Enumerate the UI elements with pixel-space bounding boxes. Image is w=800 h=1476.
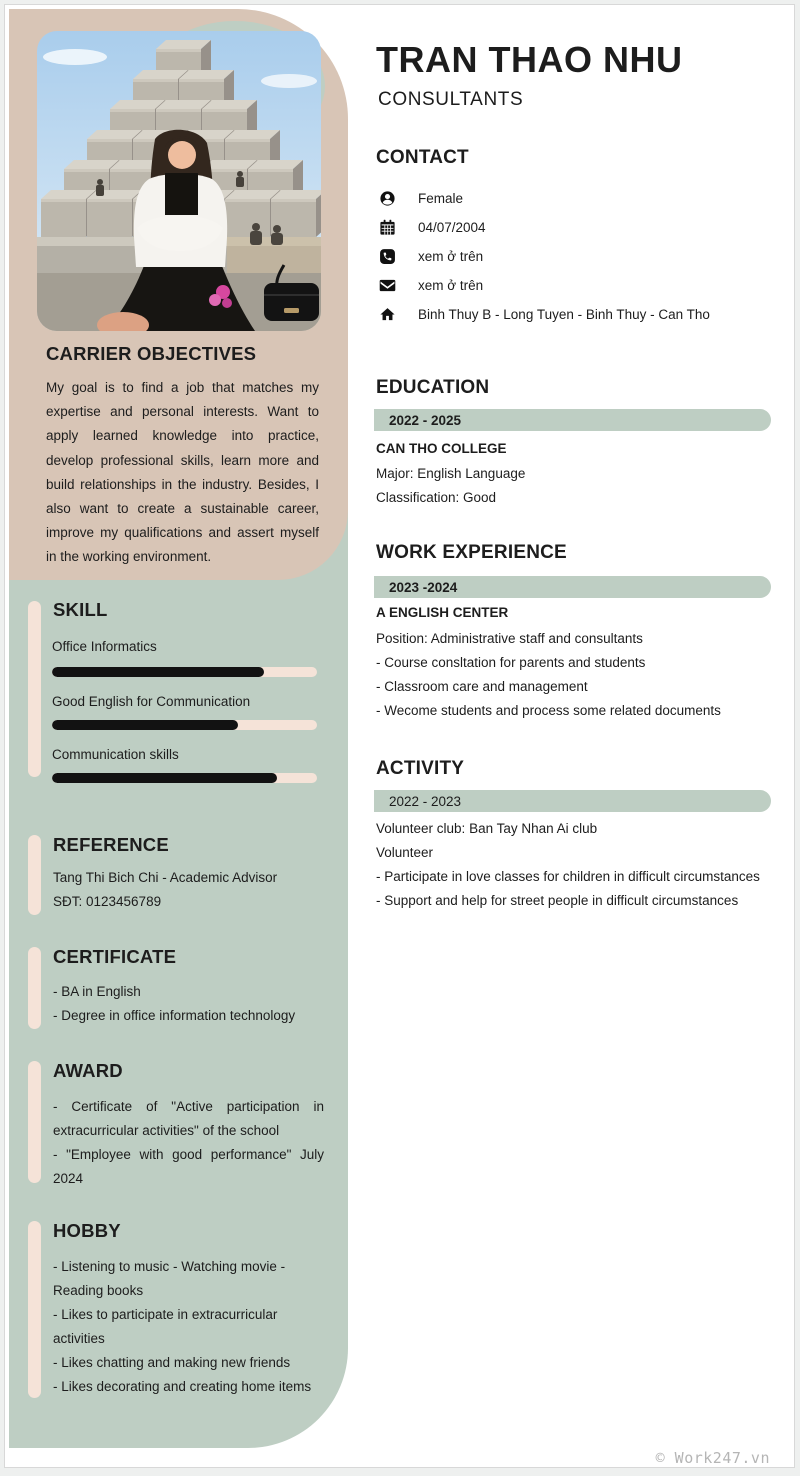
award-text <box>53 1095 324 1191</box>
work-details <box>376 627 771 723</box>
hobby-line: - Likes to participate in extracurricular activities <box>53 1307 278 1346</box>
phone-icon <box>379 248 396 265</box>
person-title: CONSULTANTS <box>378 89 524 110</box>
contact-row <box>379 300 710 329</box>
activity-title: ACTIVITY <box>376 758 465 779</box>
skill-label: Communication skills <box>52 747 179 762</box>
work-period-badge <box>374 576 771 598</box>
hobby-line: - Likes decorating and creating home items <box>53 1379 312 1394</box>
certificate-pill <box>28 947 41 1029</box>
activity-period: 2022 - 2023 <box>389 793 462 809</box>
activity-details <box>376 817 768 913</box>
education-school: CAN THO COLLEGE <box>376 441 507 456</box>
activity-line: - Participate in love classes for children in difficult circumstances <box>376 869 760 884</box>
work-line: - Wecome students and process some related documents <box>376 703 721 718</box>
activity-line: Volunteer <box>376 845 434 860</box>
objectives-text: My goal is to find a job that matches my expertise and personal interests. Want to apply learned knowledge into practice, develop professional skills, learn more and build relationships in the industry. Besides, I also want to create a sustainable career, improve my qualifications and assert myself in the working environment. <box>46 380 319 565</box>
skill-label: Office Informatics <box>52 639 157 654</box>
work-line: - Course consltation for parents and students <box>376 655 646 670</box>
work-line: Position: Administrative staff and consultants <box>376 631 643 646</box>
skill-pill <box>28 601 41 777</box>
person-name: TRAN THAO NHU <box>376 39 683 80</box>
contact-title: CONTACT <box>376 147 469 168</box>
work-company: A ENGLISH CENTER <box>376 605 509 620</box>
contact-list <box>379 184 710 329</box>
skill-bar-fill <box>52 720 238 730</box>
contact-row <box>379 271 710 300</box>
reference-pill <box>28 835 41 915</box>
watermark: © Work247.vn <box>655 1449 770 1467</box>
hobby-pill <box>28 1221 41 1398</box>
cv-page <box>4 4 795 1468</box>
contact-row <box>379 184 710 213</box>
reference-text <box>53 866 338 914</box>
certificate-line: - BA in English <box>53 984 141 999</box>
person-icon <box>379 190 396 207</box>
work-period: 2023 -2024 <box>389 579 458 595</box>
reference-title: REFERENCE <box>53 834 169 855</box>
skill-title: SKILL <box>53 599 108 620</box>
work-line: - Classroom care and management <box>376 679 588 694</box>
contact-value: xem ở trên <box>418 249 484 264</box>
contact-value: Female <box>418 191 464 206</box>
activity-line: - Support and help for street people in difficult circumstances <box>376 893 739 908</box>
skill-bar <box>52 773 317 783</box>
hobby-line: - Listening to music - Watching movie - Reading books <box>53 1259 286 1298</box>
certificate-text <box>53 980 338 1028</box>
skill-bar-fill <box>52 773 277 783</box>
email-icon <box>379 277 396 294</box>
education-line: Major: English Language <box>376 466 526 481</box>
hobby-text <box>53 1255 324 1399</box>
skill-bar-fill <box>52 667 264 677</box>
profile-photo-illustration <box>37 31 321 331</box>
profile-photo <box>37 31 321 331</box>
award-line: - Certificate of "Active participation in extracurricular activities" of the school <box>53 1099 324 1138</box>
reference-line: Tang Thi Bich Chi - Academic Advisor <box>53 870 278 885</box>
education-line: Classification: Good <box>376 490 497 505</box>
contact-row <box>379 242 710 271</box>
calendar-icon <box>379 219 396 236</box>
education-period-badge <box>374 409 771 431</box>
certificate-title: CERTIFICATE <box>53 946 177 967</box>
objectives-title: CARRIER OBJECTIVES <box>46 343 257 364</box>
contact-value: 04/07/2004 <box>418 220 486 235</box>
contact-value: xem ở trên <box>418 278 484 293</box>
activity-period-badge <box>374 790 771 812</box>
education-details <box>376 462 771 510</box>
award-pill <box>28 1061 41 1183</box>
home-icon <box>379 306 396 323</box>
award-line: - "Employee with good performance" July 2024 <box>53 1147 324 1186</box>
hobby-title: HOBBY <box>53 1220 121 1241</box>
contact-row <box>379 213 710 242</box>
certificate-line: - Degree in office information technology <box>53 1008 296 1023</box>
reference-line: SĐT: 0123456789 <box>53 894 162 909</box>
skill-label: Good English for Communication <box>52 694 251 709</box>
education-title: EDUCATION <box>376 377 490 398</box>
skill-bar <box>52 720 317 730</box>
skill-bar <box>52 667 317 677</box>
award-title: AWARD <box>53 1060 123 1081</box>
work-title: WORK EXPERIENCE <box>376 542 567 563</box>
education-period: 2022 - 2025 <box>389 412 462 428</box>
hobby-line: - Likes chatting and making new friends <box>53 1355 291 1370</box>
activity-line: Volunteer club: Ban Tay Nhan Ai club <box>376 821 598 836</box>
contact-value: Binh Thuy B - Long Tuyen - Binh Thuy - Can Tho <box>418 307 710 322</box>
